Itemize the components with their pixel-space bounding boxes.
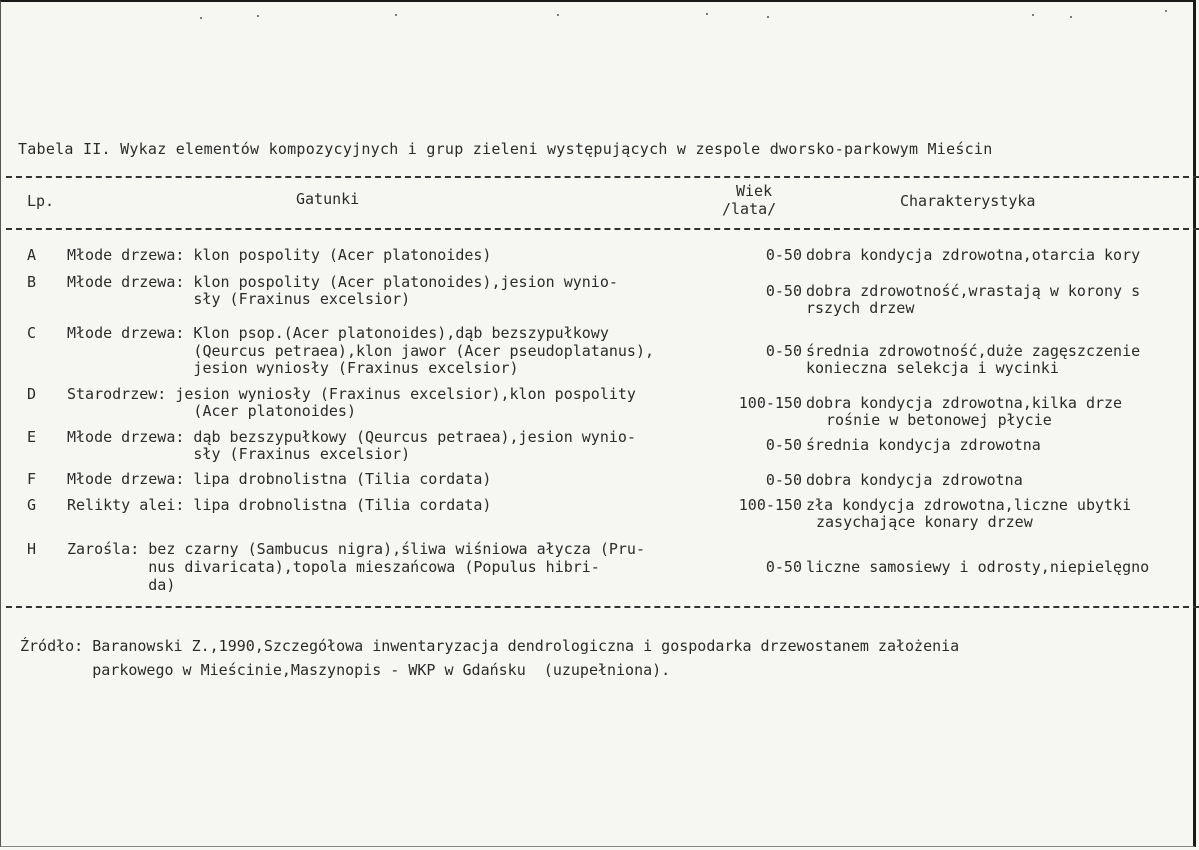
row-b-characteristic: dobra zdrowotność,wrastają w korony s	[806, 282, 1141, 300]
row-g-characteristic: zła kondycja zdrowotna,liczne ubytki	[806, 496, 1132, 514]
rule-header	[6, 228, 1199, 230]
row-e-characteristic: średnia kondycja zdrowotna	[806, 436, 1041, 454]
row-a-species: Młode drzewa: klon pospolity (Acer platonoides)	[67, 246, 492, 264]
row-c-characteristic-cont: konieczna selekcja i wycinki	[806, 359, 1059, 377]
header-lata: /lata/	[722, 200, 777, 218]
row-h-species-cont: nus divaricata),topola mieszańcowa (Populus hibri-	[67, 558, 600, 576]
table-title: Tabela II. Wykaz elementów kompozycyjnych i grup zieleni występujących w zespole dworsko-parkowym Mieścin	[18, 140, 993, 158]
row-b-species-cont: sły (Fraxinus excelsior)	[67, 290, 411, 308]
scan-speck	[200, 17, 202, 19]
row-a-age: 0-50	[765, 246, 802, 264]
scan-speck	[1032, 14, 1034, 16]
row-e-species: Młode drzewa: dąb bezszypułkowy (Qeurcus petraea),jesion wynio-	[67, 428, 636, 446]
row-b-characteristic-cont: rszych drzew	[806, 299, 915, 317]
row-g-characteristic-cont: zasychające konary drzew	[816, 513, 1033, 531]
row-f-lp: F	[27, 470, 37, 488]
scan-speck	[257, 15, 259, 17]
source-line-1: Źródło: Baranowski Z.,1990,Szczegółowa inwentaryzacja dendrologiczna i gospodarka drzewostanem założenia	[20, 637, 960, 655]
row-f-age: 0-50	[765, 471, 802, 489]
header-charakterystyka: Charakterystyka	[900, 192, 1036, 210]
row-c-lp: C	[27, 324, 37, 342]
scan-speck	[557, 14, 559, 16]
header-gatunki: Gatunki	[296, 190, 360, 208]
row-f-species: Młode drzewa: lipa drobnolistna (Tilia cordata)	[67, 470, 492, 488]
row-b-species: Młode drzewa: klon pospolity (Acer platonoides),jesion wynio-	[67, 273, 618, 291]
row-h-age: 0-50	[765, 558, 802, 576]
row-h-species-cont2: da)	[67, 576, 176, 594]
row-h-lp: H	[27, 540, 37, 558]
row-g-lp: G	[27, 496, 37, 514]
header-wiek: Wiek	[736, 182, 773, 200]
scan-speck	[767, 16, 769, 18]
row-a-characteristic: dobra kondycja zdrowotna,otarcia kory	[806, 246, 1141, 264]
row-d-characteristic: dobra kondycja zdrowotna,kilka drze	[806, 394, 1123, 412]
row-c-species-cont2: jesion wyniosły (Fraxinus excelsior)	[67, 359, 519, 377]
row-b-lp: B	[27, 273, 37, 291]
row-c-species: Młode drzewa: Klon psop.(Acer platonoides),dąb bezszypułkowy	[67, 324, 609, 342]
scan-speck	[395, 14, 397, 16]
row-g-age: 100-150	[738, 496, 802, 514]
source-note	[20, 634, 959, 682]
row-d-age: 100-150	[738, 394, 802, 412]
row-d-lp: D	[27, 385, 37, 403]
row-e-species-cont: sły (Fraxinus excelsior)	[67, 445, 411, 463]
rule-bottom	[6, 606, 1199, 608]
row-e-lp: E	[27, 428, 37, 446]
row-h-species: Zarośla: bez czarny (Sambucus nigra),śliwa wiśniowa ałycza (Pru-	[67, 540, 645, 558]
row-b-age: 0-50	[765, 282, 802, 300]
row-d-species: Starodrzew: jesion wyniosły (Fraxinus excelsior),klon pospolity	[67, 385, 636, 403]
header-lp: Lp.	[27, 192, 55, 210]
scan-speck	[1070, 16, 1072, 18]
rule-top	[6, 176, 1199, 178]
row-d-characteristic-cont: rośnie w betonowej płycie	[826, 411, 1052, 429]
row-a-lp: A	[27, 246, 37, 264]
row-c-species-cont: (Qeurcus petraea),klon jawor (Acer pseudoplatanus),	[67, 342, 654, 360]
row-g-species: Relikty alei: lipa drobnolistna (Tilia cordata)	[67, 496, 492, 514]
row-c-age: 0-50	[765, 342, 802, 360]
source-line-2: parkowego w Mieścinie,Maszynopis - WKP w Gdańsku (uzupełniona).	[20, 661, 671, 679]
row-f-characteristic: dobra kondycja zdrowotna	[806, 471, 1023, 489]
row-e-age: 0-50	[765, 436, 802, 454]
row-d-species-cont: (Acer platonoides)	[67, 402, 356, 420]
scan-speck	[1165, 10, 1167, 12]
scan-speck	[706, 13, 708, 15]
row-h-characteristic: liczne samosiewy i odrosty,niepielęgno	[806, 558, 1150, 576]
row-c-characteristic: średnia zdrowotność,duże zagęszczenie	[806, 342, 1141, 360]
